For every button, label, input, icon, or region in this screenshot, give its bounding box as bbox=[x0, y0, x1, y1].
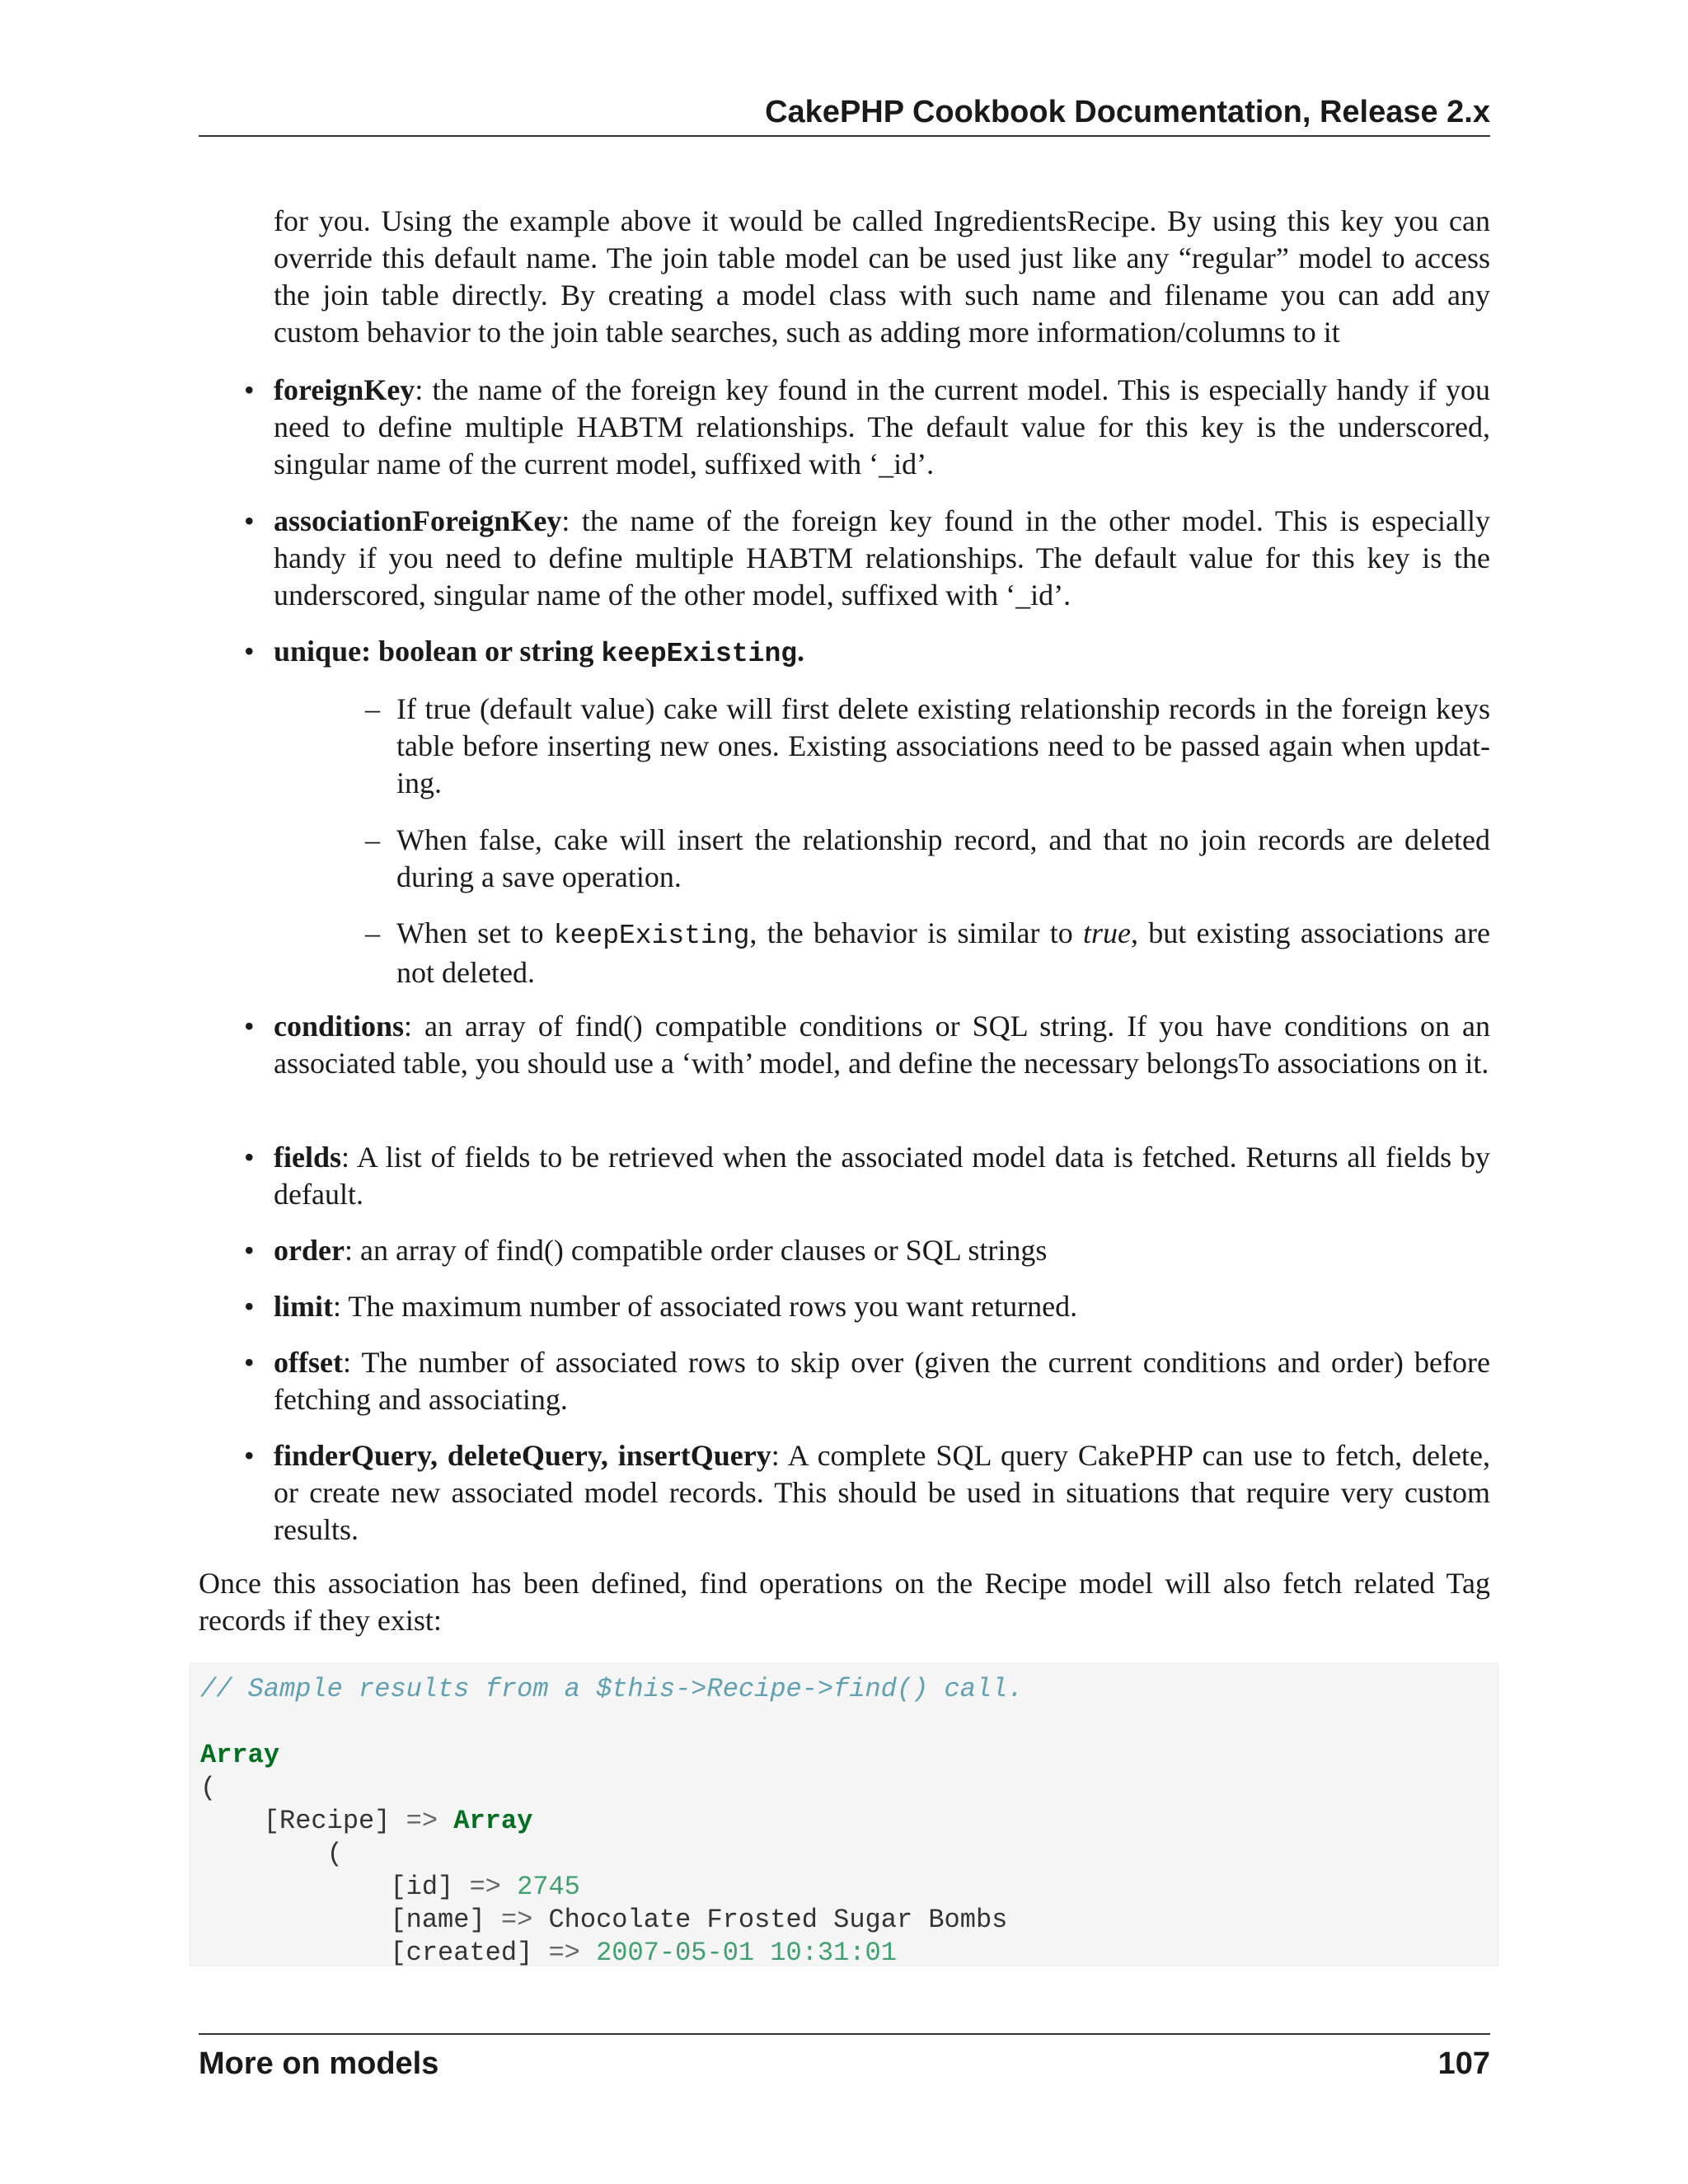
sub-item-true bbox=[365, 691, 1490, 802]
bullet-icon: • bbox=[244, 1290, 255, 1323]
list-item-limit bbox=[244, 1288, 1490, 1325]
sub-item-false bbox=[365, 822, 1490, 896]
sub-item-text: When false, cake will insert the relationship record, and that no join records are deleted during a save operation. bbox=[396, 823, 1490, 893]
sub-item-text: If true (default value) cake will first delete existing relationship records in the foreign keys table before inserting new ones. Existing associations need to be passed again when updat- ing. bbox=[396, 692, 1490, 799]
after-list-paragraph: Once this association has been defined, find operations on the Recipe model will also fetch related Tag records if they exist: bbox=[199, 1567, 1490, 1637]
continued-paragraph: for you. Using the example above it would be called IngredientsRecipe. By using this key you can override this default name. The join table model can be used just like any “regular” model to access the join table directly. By creating a model class with such name and filename you can add any custom behavior to the join table searches, such as adding more information/columns to it bbox=[274, 204, 1490, 349]
page-footer bbox=[199, 2033, 1490, 2081]
definition: : the name of the foreign key found in the current model. This is especially handy if you need to define multiple HABTM relationships. The default value for this key is the underscored, singular name of the current model, suffixed with ‘_id’. bbox=[274, 373, 1490, 480]
code-paren: ( bbox=[200, 1773, 217, 1803]
definition: : A list of fields to be retrieved when the associated model data is fetched. Returns all fields by default. bbox=[274, 1141, 1490, 1211]
dash-icon: – bbox=[365, 916, 380, 949]
code-number: 2007-05-01 10:31:01 bbox=[596, 1938, 897, 1966]
definition: : an array of find() compatible order clauses or SQL strings bbox=[344, 1234, 1048, 1267]
bullet-icon: • bbox=[244, 1010, 255, 1043]
code-value: Chocolate Frosted Sugar Bombs bbox=[548, 1905, 1008, 1935]
code-operator: => bbox=[548, 1938, 580, 1966]
code-keyword: Array bbox=[453, 1806, 533, 1836]
inline-code: keepExisting bbox=[553, 921, 750, 951]
bullet-icon: • bbox=[244, 1439, 255, 1472]
definition: : A complete SQL query CakePHP can use to fetch, delete, or create new associated model records. This should be used in situations that require very custom results. bbox=[274, 1439, 1490, 1546]
text: , but existing associations are not deleted. bbox=[396, 916, 1491, 989]
inline-code: keepExisting bbox=[601, 639, 798, 669]
list-item-associationforeignkey bbox=[244, 503, 1490, 614]
sub-item-keepexisting bbox=[365, 915, 1491, 991]
bullet-icon: • bbox=[244, 1234, 255, 1267]
definition: : The number of associated rows to skip over (given the current conditions and order) before fetching and associating. bbox=[274, 1346, 1490, 1416]
list-item-finderquery bbox=[244, 1437, 1490, 1549]
list-item-order bbox=[244, 1232, 1490, 1269]
code-block bbox=[190, 1663, 1498, 1966]
list-item-fields bbox=[244, 1139, 1490, 1213]
term: finderQuery, deleteQuery, insertQuery bbox=[274, 1439, 771, 1472]
term: order bbox=[274, 1234, 345, 1267]
bullet-icon: • bbox=[244, 504, 255, 537]
code-number: 2745 bbox=[517, 1872, 580, 1902]
emphasis: true bbox=[1083, 916, 1131, 949]
list-item-unique bbox=[244, 633, 1490, 673]
list-item-offset bbox=[244, 1344, 1490, 1418]
code-operator: => bbox=[500, 1905, 533, 1935]
list-item-conditions bbox=[244, 1008, 1490, 1082]
code-operator: => bbox=[469, 1872, 501, 1902]
page-number: 107 bbox=[1437, 2046, 1490, 2081]
term: unique: boolean or string bbox=[274, 635, 602, 668]
page-header bbox=[199, 89, 1490, 137]
text: , the behavior is similar to bbox=[749, 916, 1083, 949]
code-key: [name] bbox=[390, 1905, 485, 1935]
code-paren: ( bbox=[326, 1839, 343, 1869]
dash-icon: – bbox=[365, 823, 380, 856]
definition: : the name of the foreign key found in the other model. This is especially handy if you need to define multiple HABTM relationships. The default value for this key is the underscored, singular name of the other model, suffixed with ‘_id’. bbox=[274, 504, 1490, 612]
text: When set to bbox=[396, 916, 554, 949]
term: conditions bbox=[274, 1010, 405, 1043]
term: limit bbox=[274, 1290, 333, 1323]
term: associationForeignKey bbox=[274, 504, 562, 537]
bullet-icon: • bbox=[244, 635, 255, 668]
code-operator: => bbox=[406, 1806, 438, 1836]
bullet-icon: • bbox=[244, 1141, 255, 1174]
bullet-icon: • bbox=[244, 373, 255, 406]
code-key: [created] bbox=[390, 1938, 533, 1966]
term: fields bbox=[274, 1141, 342, 1174]
section-name: More on models bbox=[199, 2046, 439, 2081]
definition: : an array of find() compatible conditions or SQL string. If you have conditions on an associated table, you should use a ‘with’ model, and define the necessary belongsTo associations on it. bbox=[274, 1010, 1490, 1080]
bullet-icon: • bbox=[244, 1346, 255, 1379]
term: offset bbox=[274, 1346, 343, 1379]
definition: : The maximum number of associated rows you want returned. bbox=[332, 1290, 1078, 1323]
term-end: . bbox=[797, 635, 805, 668]
code-comment: // Sample results from a $this->Recipe->find() call. bbox=[200, 1674, 1024, 1704]
code-key: [Recipe] bbox=[263, 1806, 391, 1836]
code-key: [id] bbox=[390, 1872, 454, 1902]
document-title: CakePHP Cookbook Documentation, Release 2.x bbox=[765, 95, 1490, 129]
code-keyword: Array bbox=[200, 1740, 280, 1770]
term: foreignKey bbox=[274, 373, 415, 406]
list-item-foreignkey bbox=[244, 372, 1490, 483]
dash-icon: – bbox=[365, 692, 380, 725]
